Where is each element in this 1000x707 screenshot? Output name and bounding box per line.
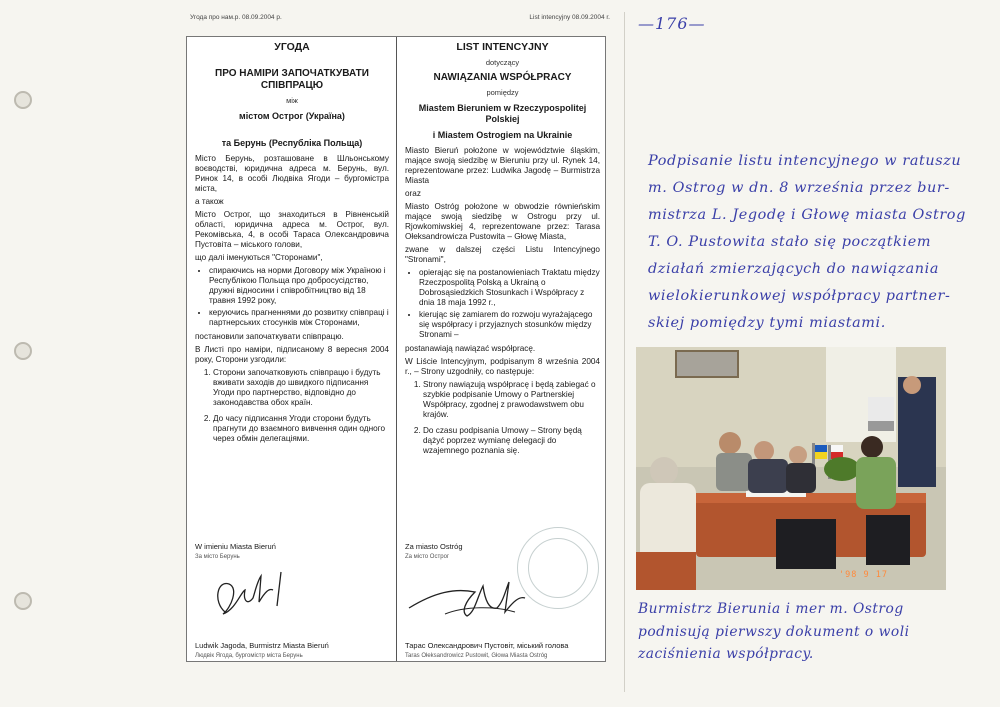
pl-concerning: dotyczący xyxy=(485,58,520,67)
pl-sig-name: Тарас Олександрович Пустовіт, міський голова xyxy=(405,641,569,650)
pl-sig-name-sub: Taras Ołeksandrowicz Pustowit, Głowa Miasta Ostróg xyxy=(405,653,548,659)
ua-title: УГОДА xyxy=(274,41,310,53)
handwritten-signature-pustovit xyxy=(405,562,555,624)
pl-title: LIST INTENCYJNY xyxy=(456,41,549,53)
ua-bullets xyxy=(195,266,389,328)
pl-also: oraz xyxy=(405,189,421,198)
pl-point: 1. Strony nawiązują współpracę i będą zabiegać o szybkie podpisanie Umowy o Partnerskiej Współpracy, zgodnej z prawodawstwem obu krajów. xyxy=(423,380,600,420)
note-line: m. Ostrog w dn. 8 września przez bur- xyxy=(648,180,950,196)
photo-date-stamp: '98 9 17 xyxy=(839,570,888,580)
caption-line: podnisują pierwszy dokument o woli xyxy=(638,623,910,640)
ua-sig-name-sub: Людвік Ягода, бургомістр міста Берунь xyxy=(195,653,303,659)
document-page xyxy=(186,36,606,662)
pl-signature-block xyxy=(405,542,599,661)
note-line: mistrza L. Jegodę i Głowę miasta Ostrog xyxy=(648,207,966,223)
ua-parties: що далі іменуються "Сторонами", xyxy=(195,253,323,262)
document-header-line xyxy=(190,14,612,26)
ua-para1: Місто Берунь, розташоване в Шльонському воєводстві, юридична адреса м. Берунь, вул. Ринок 14, в особі Людвіка Ягоди – бургомістра міста, xyxy=(195,154,389,193)
note-line: T. O. Pustowita stało się początkiem xyxy=(648,234,932,250)
pl-sig-sub: Za місто Острог xyxy=(405,554,450,560)
pl-decided: postanawiają nawiązać współpracę. xyxy=(405,344,536,353)
ua-subtitle: ПРО НАМІРИ ЗАПОЧАТКУВАТИ СПІВПРАЦЮ xyxy=(215,68,369,91)
pl-parties: zwane w dalszej części Listu Intencyjnego "Stronami", xyxy=(405,245,600,264)
pl-bullet: • opierając się na postanowieniach Traktatu między Rzeczpospolitą Polską a Ukrainą o Dobrosąsiedzkich Stosunkach i Współpracy z dnia 18 maja 1992 r., xyxy=(419,268,600,308)
ua-para2: Місто Острог, що знаходиться в Рівненській області, юридична адреса м. Острог, вул. Рекомівська, 4, в особі Тараса Олександровича Пустовіта – міського голови, xyxy=(195,210,389,249)
binder-hole xyxy=(14,91,32,109)
handwritten-photo-caption xyxy=(638,598,964,666)
handwritten-page-number: —176— xyxy=(638,14,706,33)
note-line: działań zmierzających do nawiązania xyxy=(648,261,939,277)
ua-between: між xyxy=(286,96,298,105)
ua-city1: містом Острог (Україна) xyxy=(239,111,345,121)
ua-bullet: • спираючись на норми Договору між Україною і Республікою Польща про добросусідство, дружні відносини і співробітництво від 18 травня 1992 року, xyxy=(209,266,389,306)
pl-city1: Miastem Bieruniem w Rzeczypospolitej Polskiej xyxy=(418,103,587,124)
pl-para1: Miasto Bieruń położone w województwie śląskim, mające swoją siedzibę w Bieruniu przy ul. Rynek 14, reprezentowane przez: Ludwika Jagodę – Burmistrza Miasta xyxy=(405,146,600,185)
ua-sig-sub: За місто Берунь xyxy=(195,554,240,560)
pl-point: 2. Do czasu podpisania Umowy – Strony będą dążyć poprzez wymianę delegacji do wzajemnego poznania się. xyxy=(423,426,600,456)
header-right-note: List intencyjny 08.09.2004 r. xyxy=(529,14,610,21)
ua-letter-intro: В Листі про наміри, підписаному 8 вересня 2004 року, Сторони узгодили: xyxy=(195,345,389,364)
polish-column xyxy=(397,37,607,661)
ua-signature-block xyxy=(195,542,388,661)
ua-point: 2. До часу підписання Угоди сторони будуть прагнути до взаємного вивчення один одного через обмін делегаціями. xyxy=(213,414,389,444)
pl-between: pomiędzy xyxy=(486,88,519,97)
ua-points xyxy=(195,368,389,444)
pl-para2: Miasto Ostróg położone w obwodzie równieńskim mające swoją siedzibę w Ostrogu przy ul. Rjowkomiwskiej 4, reprezentowane przez: Tarasa Ołeksandrowicza Pustowita – Głowę Miasta, xyxy=(405,202,600,241)
handwritten-signature-jagoda xyxy=(195,562,305,624)
ua-also: а також xyxy=(195,197,224,206)
pl-bullets xyxy=(405,268,600,340)
ua-sig-city: W imieniu Miasta Bieruń xyxy=(195,542,276,551)
pl-bullet: • kierując się zamiarem do rozwoju wyrażającego się współpracy i przyjaznych stosunków między Stronami – xyxy=(419,310,600,340)
signing-ceremony-photo xyxy=(636,347,946,590)
header-left-note: Угода про нам.р. 08.09.2004 р. xyxy=(190,14,282,21)
binder-hole xyxy=(14,592,32,610)
pl-letter-intro: W Liście Intencyjnym, podpisanym 8 września 2004 r., – Strony uzgodniły, co następuje: xyxy=(405,357,600,376)
pl-subtitle: NAWIĄZANIA WSPÓŁPRACY xyxy=(433,72,572,83)
note-line: skiej pomiędzy tymi miastami. xyxy=(648,315,886,331)
page-fold-line xyxy=(624,12,625,692)
caption-line: zaciśnienia współpracy. xyxy=(638,646,814,662)
caption-line: Burmistrz Bierunia i mer m. Ostrog xyxy=(638,601,904,617)
ukrainian-column xyxy=(187,37,397,661)
photo-illustration xyxy=(636,347,946,590)
note-line: wielokierunkowej współpracy partner- xyxy=(648,288,951,304)
note-line: Podpisanie listu intencyjnego w ratuszu xyxy=(648,153,962,169)
ua-point: 1. Сторони започатковують співпрацю і будуть вживати заходів до швидкого підписання Угоди про партнерство, відповідно до законодавства обох країн. xyxy=(213,368,389,408)
binder-hole xyxy=(14,342,32,360)
pl-city2: i Miastem Ostrogiem na Ukrainie xyxy=(432,130,573,140)
pl-points xyxy=(405,380,600,456)
ua-sig-name: Ludwik Jagoda, Burmistrz Miasta Bieruń xyxy=(195,641,329,650)
handwritten-note xyxy=(648,148,978,337)
letter-of-intent-printout xyxy=(186,14,612,662)
ua-decided: постановили започаткувати співпрацю. xyxy=(195,332,344,341)
pl-sig-city: Za miasto Ostróg xyxy=(405,542,463,551)
ua-bullet: • керуючись прагненнями до розвитку співпраці і партнерських стосунків між Сторонами, xyxy=(209,308,389,328)
ua-city2: та Берунь (Республіка Польща) xyxy=(221,138,363,148)
